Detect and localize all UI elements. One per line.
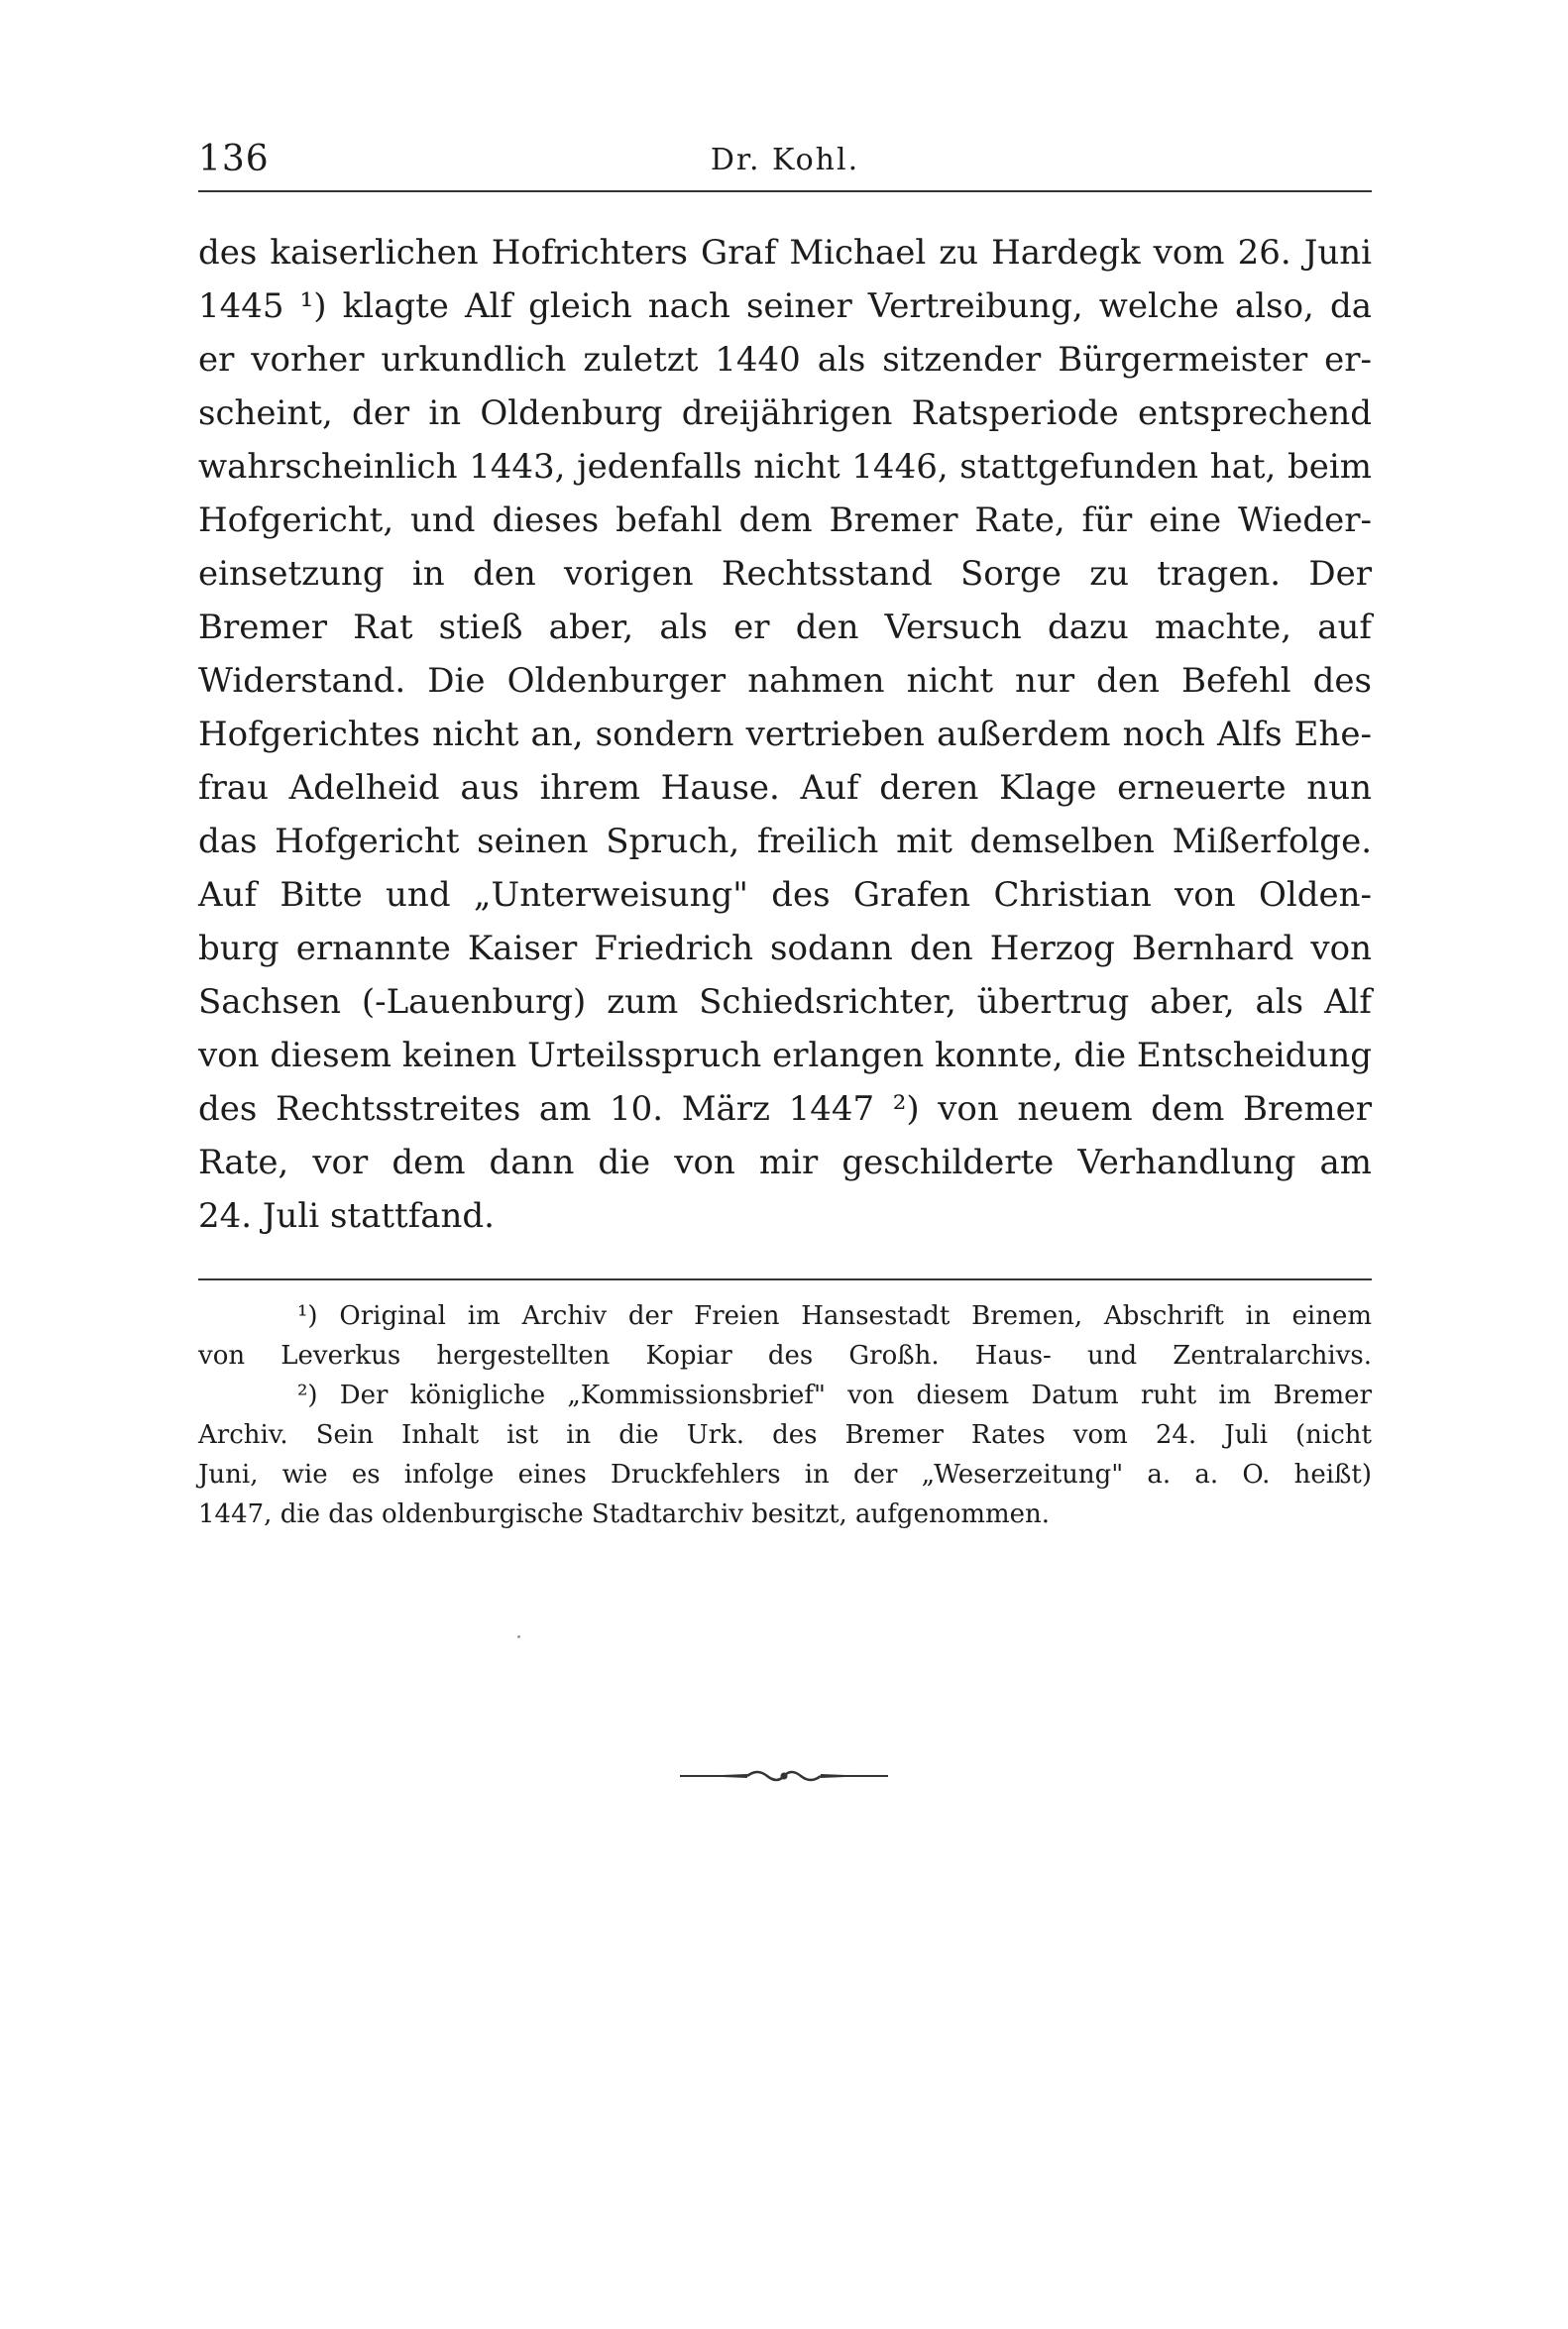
body-line: 1445 ¹) klagte Alf gleich nach seiner Vertreibung, welche also, da (198, 286, 1372, 326)
body-line: Sachsen (-Lauenburg) zum Schiedsrichter, übertrug aber, als Alf (198, 982, 1372, 1022)
body-line: einsetzung in den vorigen Rechtsstand Sorge zu tragen. Der (198, 554, 1372, 594)
end-ornament-icon (678, 1766, 890, 1786)
body-line: er vorher urkundlich zuletzt 1440 als sitzender Bürgermeister er- (198, 340, 1372, 380)
body-line: Hofgerichtes nicht an, sondern vertrieben außerdem noch Alfs Ehe- (198, 715, 1372, 754)
body-line: Rate, vor dem dann die von mir geschilderte Verhandlung am (198, 1143, 1372, 1182)
page-number: 136 (198, 139, 270, 179)
body-text (198, 226, 1372, 1243)
ink-speck (517, 1635, 520, 1638)
footnote-line: ¹) Original im Archiv der Freien Hansestadt Bremen, Abschrift in einem (297, 1301, 1372, 1331)
body-line: 24. Juli stattfand. (198, 1196, 495, 1236)
body-line: Hofgericht, und dieses befahl dem Bremer Rate, für eine Wieder- (198, 500, 1372, 540)
body-line: scheint, der in Oldenburg dreijährigen Ratsperiode entsprechend (198, 393, 1372, 433)
body-line: Widerstand. Die Oldenburger nahmen nicht nur den Befehl des (198, 661, 1372, 701)
page-header (198, 139, 1372, 188)
body-line: Auf Bitte und „Unterweisung" des Grafen Christian von Olden- (198, 875, 1372, 915)
footnote-rule (198, 1278, 1372, 1280)
body-line: frau Adelheid aus ihrem Hause. Auf deren Klage erneuerte nun (198, 768, 1372, 808)
body-line: des kaiserlichen Hofrichters Graf Michael zu Hardegk vom 26. Juni (198, 233, 1372, 273)
body-line: von diesem keinen Urteilsspruch erlangen konnte, die Entscheidung (198, 1036, 1373, 1075)
footnote-line: Archiv. Sein Inhalt ist in die Urk. des Bremer Rates vom 24. Juli (nicht (198, 1420, 1372, 1450)
footnote-line: ²) Der königliche „Kommissionsbrief" von diesem Datum ruht im Bremer (297, 1381, 1372, 1410)
footnote-line: von Leverkus hergestellten Kopiar des Großh. Haus- und Zentralarchivs. (198, 1341, 1372, 1371)
body-line: Bremer Rat stieß aber, als er den Versuch dazu machte, auf (198, 608, 1372, 647)
body-line: das Hofgericht seinen Spruch, freilich mit demselben Mißerfolge. (198, 822, 1372, 861)
body-line: wahrscheinlich 1443, jedenfalls nicht 1446, stattgefunden hat, beim (198, 447, 1372, 487)
footnote-line: Juni, wie es infolge eines Druckfehlers in der „Weserzeitung" a. a. O. heißt) (198, 1460, 1372, 1490)
body-line: des Rechtsstreites am 10. März 1447 ²) von neuem dem Bremer (198, 1089, 1372, 1129)
body-line: burg ernannte Kaiser Friedrich sodann den Herzog Bernhard von (198, 929, 1372, 968)
running-head: Dr. Kohl. (710, 143, 860, 177)
footnotes (198, 1296, 1372, 1534)
header-rule (198, 190, 1372, 192)
footnote-line: 1447, die das oldenburgische Stadtarchiv besitzt, aufgenommen. (198, 1499, 1051, 1529)
